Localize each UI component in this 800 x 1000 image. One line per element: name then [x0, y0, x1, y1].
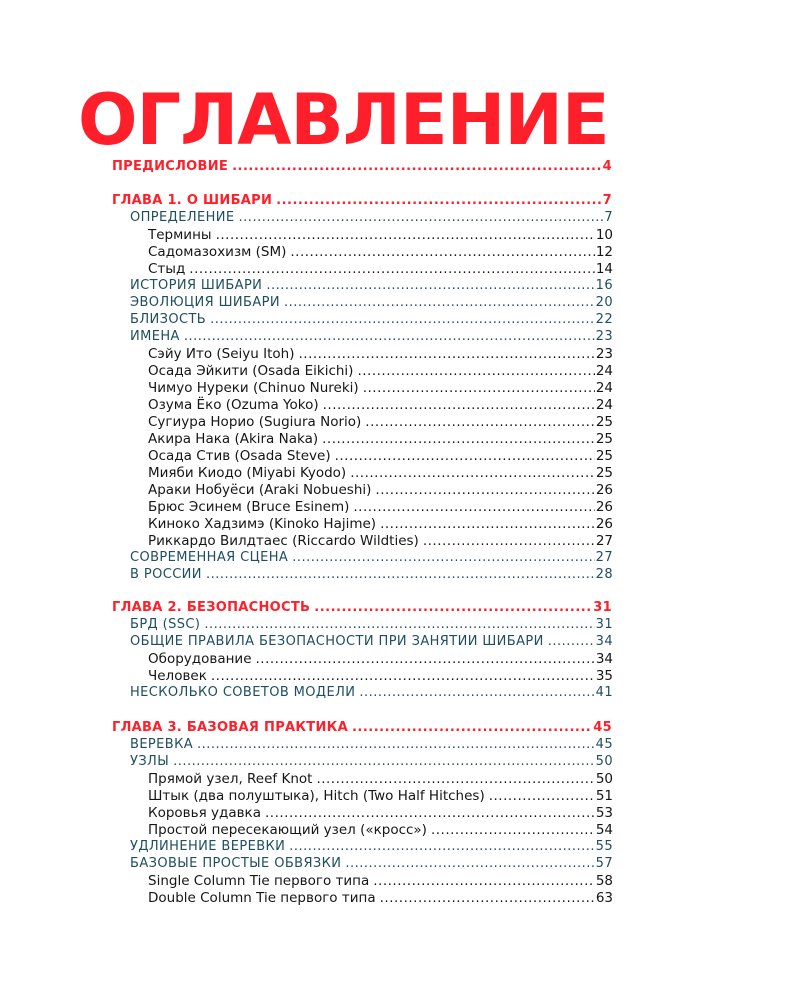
toc-dot-leader — [335, 447, 595, 465]
toc-entry[interactable] — [148, 481, 613, 499]
toc-entry[interactable] — [148, 821, 613, 839]
toc-entry-page: 4 — [602, 159, 612, 174]
toc-entry[interactable] — [130, 684, 613, 702]
toc-entry-page: 24 — [595, 397, 613, 413]
toc-entry-page: 23 — [595, 329, 613, 344]
toc-entry-page: 12 — [595, 244, 613, 260]
toc-dot-leader — [239, 209, 604, 227]
toc-entry-label: Киноко Хадзимэ (Kinoko Hajime) — [148, 516, 377, 532]
toc-dot-leader — [350, 464, 595, 482]
toc-dot-leader — [211, 667, 595, 685]
toc-entry[interactable] — [148, 667, 613, 685]
toc-entry-page: 50 — [595, 771, 613, 787]
toc-entry[interactable] — [148, 362, 613, 380]
toc-entry-page: 27 — [595, 533, 613, 549]
toc-entry-page: 16 — [595, 278, 613, 293]
toc-dot-leader — [352, 719, 592, 737]
toc-entry-page: 50 — [595, 754, 613, 769]
toc-entry-page: 31 — [593, 600, 612, 615]
toc-entry-label: Мияби Киодо (Miyabi Kyodo) — [148, 465, 347, 481]
toc-dot-leader — [323, 396, 595, 414]
toc-entry[interactable] — [148, 770, 613, 788]
toc-entry[interactable] — [112, 192, 612, 210]
toc-dot-leader — [314, 599, 592, 617]
toc-entry-page: 24 — [595, 363, 613, 379]
toc-entry-label: ИСТОРИЯ ШИБАРИ — [130, 278, 263, 293]
toc-entry[interactable] — [148, 464, 613, 482]
toc-entry[interactable] — [148, 787, 613, 805]
toc-entry-label: УЗЛЫ — [130, 754, 170, 769]
toc-dot-leader — [365, 413, 595, 431]
toc-entry[interactable] — [148, 804, 613, 822]
toc-dot-leader — [184, 328, 595, 346]
toc-dot-leader — [206, 566, 595, 584]
toc-entry[interactable] — [130, 209, 613, 227]
toc-dot-leader — [197, 736, 595, 754]
toc-entry-label: БРД (SSC) — [130, 617, 201, 632]
toc-entry[interactable] — [148, 226, 613, 244]
toc-entry-label: ИМЕНА — [130, 329, 180, 344]
toc-entry-page: 22 — [595, 312, 613, 327]
toc-entry[interactable] — [148, 889, 613, 907]
toc-entry-label: Осада Стив (Osada Steve) — [148, 448, 331, 464]
toc-dot-leader — [357, 362, 594, 380]
toc-entry[interactable] — [148, 650, 613, 668]
toc-entry-label: ЭВОЛЮЦИЯ ШИБАРИ — [130, 295, 281, 310]
toc-entry-label: Осада Эйкити (Osada Eikichi) — [148, 363, 354, 379]
toc-entry-label: ВЕРЕВКА — [130, 737, 194, 752]
toc-entry[interactable] — [130, 736, 613, 754]
toc-entry[interactable] — [130, 549, 613, 567]
toc-entry-label: Сугиура Норио (Sugiura Norio) — [148, 414, 362, 430]
toc-entry-page: 7 — [604, 210, 613, 225]
toc-dot-leader — [380, 889, 595, 907]
toc-dot-leader — [266, 277, 594, 295]
toc-entry-label: ГЛАВА 2. БЕЗОПАСНОСТЬ — [112, 600, 311, 615]
toc-entry-page: 34 — [595, 634, 613, 649]
toc-entry[interactable] — [112, 719, 612, 737]
toc-entry-page: 51 — [595, 788, 613, 804]
toc-entry-page: 63 — [595, 890, 613, 906]
toc-dot-leader — [189, 260, 595, 278]
toc-entry-label: Термины — [148, 227, 212, 243]
toc-entry-label: В РОССИИ — [130, 567, 202, 582]
toc-entry[interactable] — [130, 753, 613, 771]
toc-entry[interactable] — [130, 277, 613, 295]
toc-entry-label: Садомазохизм (SM) — [148, 244, 287, 260]
toc-entry[interactable] — [148, 447, 613, 465]
toc-dot-leader — [289, 838, 594, 856]
toc-entry[interactable] — [148, 872, 613, 890]
toc-entry-label: ГЛАВА 1. О ШИБАРИ — [112, 193, 273, 208]
toc-entry-label: Стыд — [148, 261, 186, 277]
toc-entry[interactable] — [148, 430, 613, 448]
toc-dot-leader — [359, 684, 594, 702]
toc-entry-page: 23 — [595, 346, 613, 362]
toc-entry[interactable] — [148, 515, 613, 533]
toc-entry-label: БЛИЗОСТЬ — [130, 312, 207, 327]
toc-entry-page: 26 — [595, 516, 613, 532]
toc-entry-label: НЕСКОЛЬКО СОВЕТОВ МОДЕЛИ — [130, 685, 356, 700]
toc-entry-page: 54 — [595, 822, 613, 838]
toc-entry[interactable] — [148, 413, 613, 431]
toc-dot-leader — [204, 616, 594, 634]
toc-entry-page: 34 — [595, 651, 613, 667]
toc-entry-page: 20 — [595, 295, 613, 310]
toc-entry-page: 27 — [595, 550, 613, 565]
toc-entry-page: 26 — [595, 482, 613, 498]
toc-dot-leader — [322, 430, 595, 448]
toc-entry[interactable] — [148, 260, 613, 278]
toc-entry[interactable] — [148, 345, 613, 363]
toc-entry-label: ГЛАВА 3. БАЗОВАЯ ПРАКТИКА — [112, 720, 348, 735]
toc-dot-leader — [292, 549, 594, 567]
toc-dot-leader — [299, 345, 595, 363]
toc-entry-label: Single Column Tie первого типа — [148, 873, 370, 889]
toc-dot-leader — [423, 532, 595, 550]
toc-entry[interactable] — [148, 396, 613, 414]
toc-entry-label: Сэйу Ито (Seiyu Itoh) — [148, 346, 295, 362]
toc-entry[interactable] — [148, 379, 613, 397]
toc-entry-label: Простой пересекающий узел («кросс») — [148, 822, 427, 838]
toc-dot-leader — [353, 498, 594, 516]
toc-dot-leader — [489, 787, 595, 805]
toc-dot-leader — [276, 192, 601, 210]
toc-entry-page: 26 — [595, 499, 613, 515]
toc-entry-label: Double Column Tie первого типа — [148, 890, 376, 906]
toc-entry-page: 41 — [595, 685, 613, 700]
page-title: ОГЛАВЛЕНИЕ — [78, 79, 609, 161]
toc-entry-page: 25 — [595, 448, 613, 464]
toc-entry[interactable] — [112, 599, 612, 617]
toc-dot-leader — [216, 226, 595, 244]
toc-entry-label: УДЛИНЕНИЕ ВЕРЕВКИ — [130, 839, 286, 854]
toc-dot-leader — [210, 311, 595, 329]
toc-dot-leader — [290, 243, 594, 261]
toc-dot-leader — [316, 770, 594, 788]
toc-dot-leader — [431, 821, 595, 839]
toc-entry-page: 45 — [595, 737, 613, 752]
toc-dot-leader — [284, 294, 595, 312]
toc-dot-leader — [373, 872, 595, 890]
toc-entry[interactable] — [112, 158, 612, 176]
toc-dot-leader — [375, 481, 594, 499]
toc-entry-page: 53 — [595, 805, 613, 821]
toc-entry-label: Коровья удавка — [148, 805, 261, 821]
toc-dot-leader — [256, 650, 595, 668]
toc-entry[interactable] — [130, 616, 613, 634]
toc-entry[interactable] — [148, 498, 613, 516]
toc-entry[interactable] — [148, 532, 613, 550]
toc-entry-page: 7 — [602, 193, 612, 208]
toc-dot-leader — [548, 633, 595, 651]
toc-entry-page: 24 — [595, 380, 613, 396]
toc-entry-page: 58 — [595, 873, 613, 889]
toc-dot-leader — [265, 804, 595, 822]
toc-entry-label: Чимуо Нуреки (Chinuo Nureki) — [148, 380, 359, 396]
toc-entry-label: СОВРЕМЕННАЯ СЦЕНА — [130, 550, 289, 565]
toc-entry-label: Озума Ёко (Ozuma Yoko) — [148, 397, 319, 413]
toc-entry-label: Человек — [148, 668, 207, 684]
toc-entry-page: 25 — [595, 414, 613, 430]
toc-entry-page: 25 — [595, 431, 613, 447]
toc-entry-page: 14 — [595, 261, 613, 277]
toc-entry-page: 35 — [595, 668, 613, 684]
toc-dot-leader — [232, 158, 602, 176]
toc-entry[interactable] — [130, 838, 613, 856]
toc-entry[interactable] — [130, 311, 613, 329]
toc-entry-label: Прямой узел, Reef Knot — [148, 771, 313, 787]
toc-entry-label: ОПРЕДЕЛЕНИЕ — [130, 210, 235, 225]
toc-entry-label: ПРЕДИСЛОВИЕ — [112, 159, 229, 174]
toc-entry-label: БАЗОВЫЕ ПРОСТЫЕ ОБВЯЗКИ — [130, 856, 342, 871]
toc-entry-label: Оборудование — [148, 651, 252, 667]
toc-entry-page: 45 — [593, 720, 612, 735]
toc-dot-leader — [363, 379, 595, 397]
toc-entry-page: 25 — [595, 465, 613, 481]
toc-entry-label: Брюс Эсинем (Bruce Esinem) — [148, 499, 350, 515]
toc-entry-label: Риккардо Вилдтаес (Riccardo Wildties) — [148, 533, 419, 549]
toc-entry-page: 57 — [595, 856, 613, 871]
toc-entry-label: Акира Нака (Akira Naka) — [148, 431, 319, 447]
toc-entry-label: Штык (два полуштыка), Hitch (Two Half Hitches) — [148, 788, 485, 804]
toc-entry[interactable] — [130, 633, 613, 651]
toc-entry[interactable] — [130, 566, 613, 584]
toc-entry-page: 10 — [595, 227, 613, 243]
toc-entry[interactable] — [130, 855, 613, 873]
toc-entry-page: 55 — [595, 839, 613, 854]
toc-dot-leader — [380, 515, 595, 533]
toc-entry-label: ОБЩИЕ ПРАВИЛА БЕЗОПАСНОСТИ ПРИ ЗАНЯТИИ ШИБАРИ — [130, 634, 544, 649]
toc-entry[interactable] — [130, 328, 613, 346]
toc-entry[interactable] — [148, 243, 613, 261]
toc-entry-page: 28 — [595, 567, 613, 582]
toc-dot-leader — [173, 753, 595, 771]
toc-dot-leader — [345, 855, 594, 873]
toc-entry-label: Араки Нобуёси (Araki Nobueshi) — [148, 482, 372, 498]
toc-entry[interactable] — [130, 294, 613, 312]
toc-entry-page: 31 — [595, 617, 613, 632]
